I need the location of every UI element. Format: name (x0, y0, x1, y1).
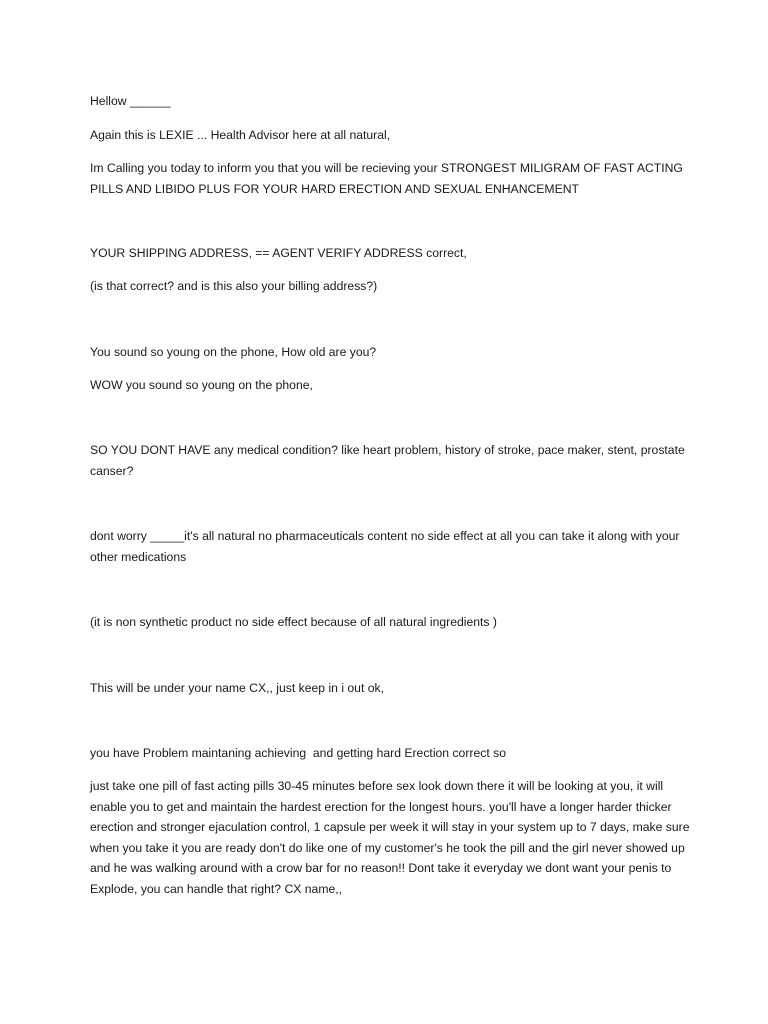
age-question-line: You sound so young on the phone, How old are you? (90, 345, 377, 359)
greeting-line: Hellow ______ (90, 94, 171, 108)
billing-address-line: (is that correct? and is this also your billing address?) (90, 279, 378, 293)
intro-line: Again this is LEXIE ... Health Advisor here at all natural, (90, 128, 391, 142)
problem-line: you have Problem maintaning achieving and getting hard Erection correct so (90, 746, 506, 760)
document-page (90, 0, 693, 1024)
purpose-paragraph: Im Calling you today to inform you that you will be recieving your STRONGEST MILIGRAM OF FAST ACTING PILLS AND LIBIDO PLUS FOR YOUR HARD ERECTION AND SEXUAL ENHANCEMENT (90, 161, 687, 196)
instructions-paragraph: just take one pill of fast acting pills 30-45 minutes before sex look down there it will be looking at you, it will enable you to get and maintain the hardest erection for the longest hours. you'll have a longer harder thicker erection and stronger ejaculation control, 1 capsule per week it will stay in your system up to 7 days, make sure when you take it you are ready don't do like one of my customer's he took the pill and the girl never showed up and he was walking around with a crow bar for no reason!! Dont take it everyday we dont want your penis to Explode, you can handle that right? CX name,, (90, 779, 693, 896)
medical-condition-paragraph: SO YOU DONT HAVE any medical condition? like heart problem, history of stroke, pace maker, stent, prostate canser? (90, 443, 689, 478)
shipping-address-line: YOUR SHIPPING ADDRESS, == AGENT VERIFY ADDRESS correct, (90, 246, 467, 260)
reassurance-paragraph: dont worry _____it's all natural no pharmaceuticals content no side effect at all you can take it along with your other medications (90, 529, 683, 564)
young-remark-line: WOW you sound so young on the phone, (90, 378, 313, 392)
non-synthetic-line: (it is non synthetic product no side effect because of all natural ingredients ) (90, 615, 497, 629)
under-name-line: This will be under your name CX,, just keep in i out ok, (90, 681, 384, 695)
